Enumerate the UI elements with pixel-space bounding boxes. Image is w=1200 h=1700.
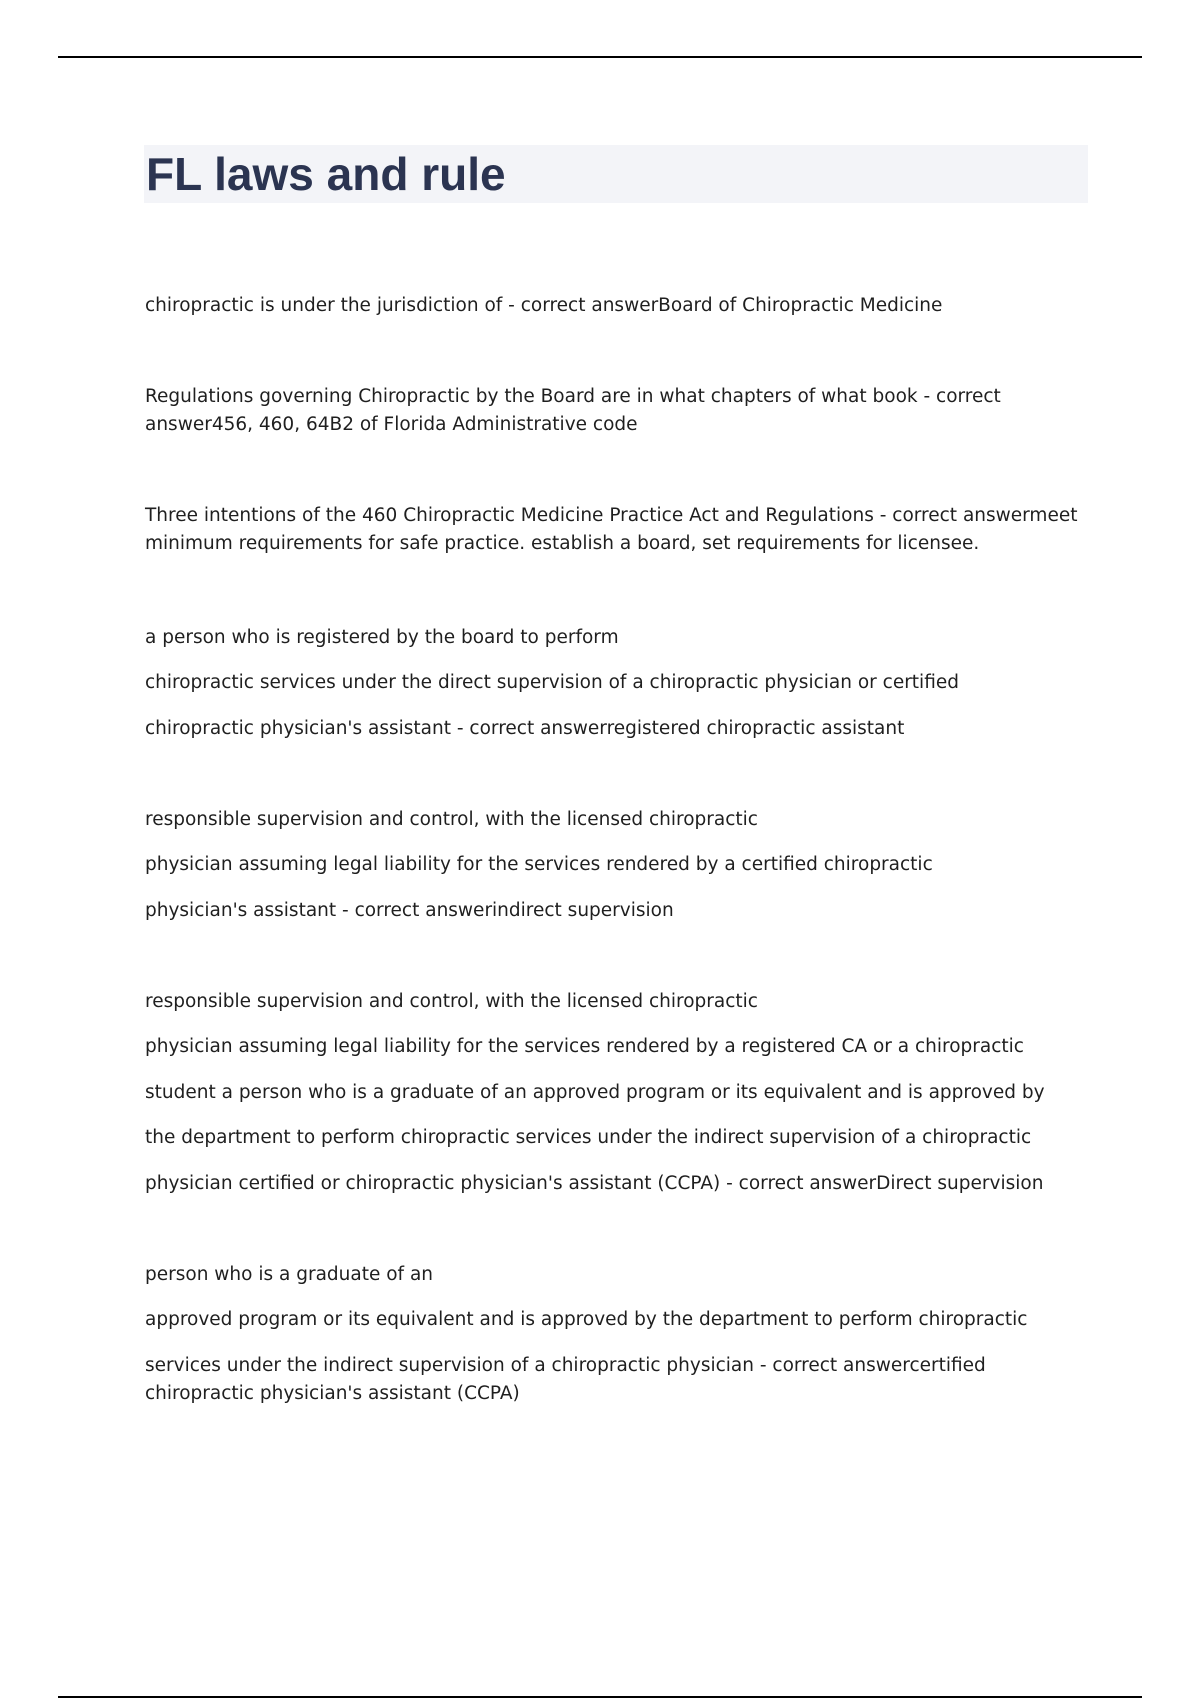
- bottom-divider: [58, 1696, 1142, 1698]
- entry-5-line-1: responsible supervision and control, with the licensed chiropractic: [145, 809, 758, 830]
- entry-7-line-1: person who is a graduate of an: [145, 1264, 434, 1285]
- entry-6-line-2: physician assuming legal liability for the services rendered by a registered CA or a chiropractic: [145, 1036, 1024, 1057]
- entry-3-line-1: Three intentions of the 460 Chiropractic Medicine Practice Act and Regulations - correct answermeet minimum requirements for safe practice. establish a board, set requirements for licensee.: [145, 505, 1078, 554]
- entry-5-line-3: physician's assistant - correct answerindirect supervision: [145, 900, 674, 921]
- entry-4-line-1: a person who is registered by the board to perform: [145, 627, 619, 648]
- entry-4-line-3: chiropractic physician's assistant - correct answerregistered chiropractic assistant: [145, 718, 905, 739]
- entry-6-line-3: student a person who is a graduate of an approved program or its equivalent and is approved by: [145, 1082, 1045, 1103]
- entry-4-line-2: chiropractic services under the direct supervision of a chiropractic physician or certified: [145, 672, 959, 693]
- entry-1-line-1: chiropractic is under the jurisdiction of - correct answerBoard of Chiropractic Medicine: [145, 295, 943, 316]
- top-divider: [58, 56, 1142, 58]
- entry-7-line-2: approved program or its equivalent and is approved by the department to perform chiropractic: [145, 1309, 1028, 1330]
- entry-6-line-5: physician certified or chiropractic physician's assistant (CCPA) - correct answerDirect supervision: [145, 1173, 1044, 1194]
- entry-5-line-2: physician assuming legal liability for the services rendered by a certified chiropractic: [145, 854, 933, 875]
- entry-2-line-1: Regulations governing Chiropractic by the Board are in what chapters of what book - correct answer456, 460, 64B2 of Florida Administrative code: [145, 386, 1001, 435]
- entry-7-line-3: services under the indirect supervision of a chiropractic physician - correct answercertified chiropractic physician's assistant (CCPA): [145, 1355, 986, 1404]
- entry-6-line-4: the department to perform chiropractic services under the indirect supervision of a chiropractic: [145, 1127, 1032, 1148]
- page-title: FL laws and rule: [146, 148, 506, 200]
- entry-6-line-1: responsible supervision and control, with the licensed chiropractic: [145, 991, 758, 1012]
